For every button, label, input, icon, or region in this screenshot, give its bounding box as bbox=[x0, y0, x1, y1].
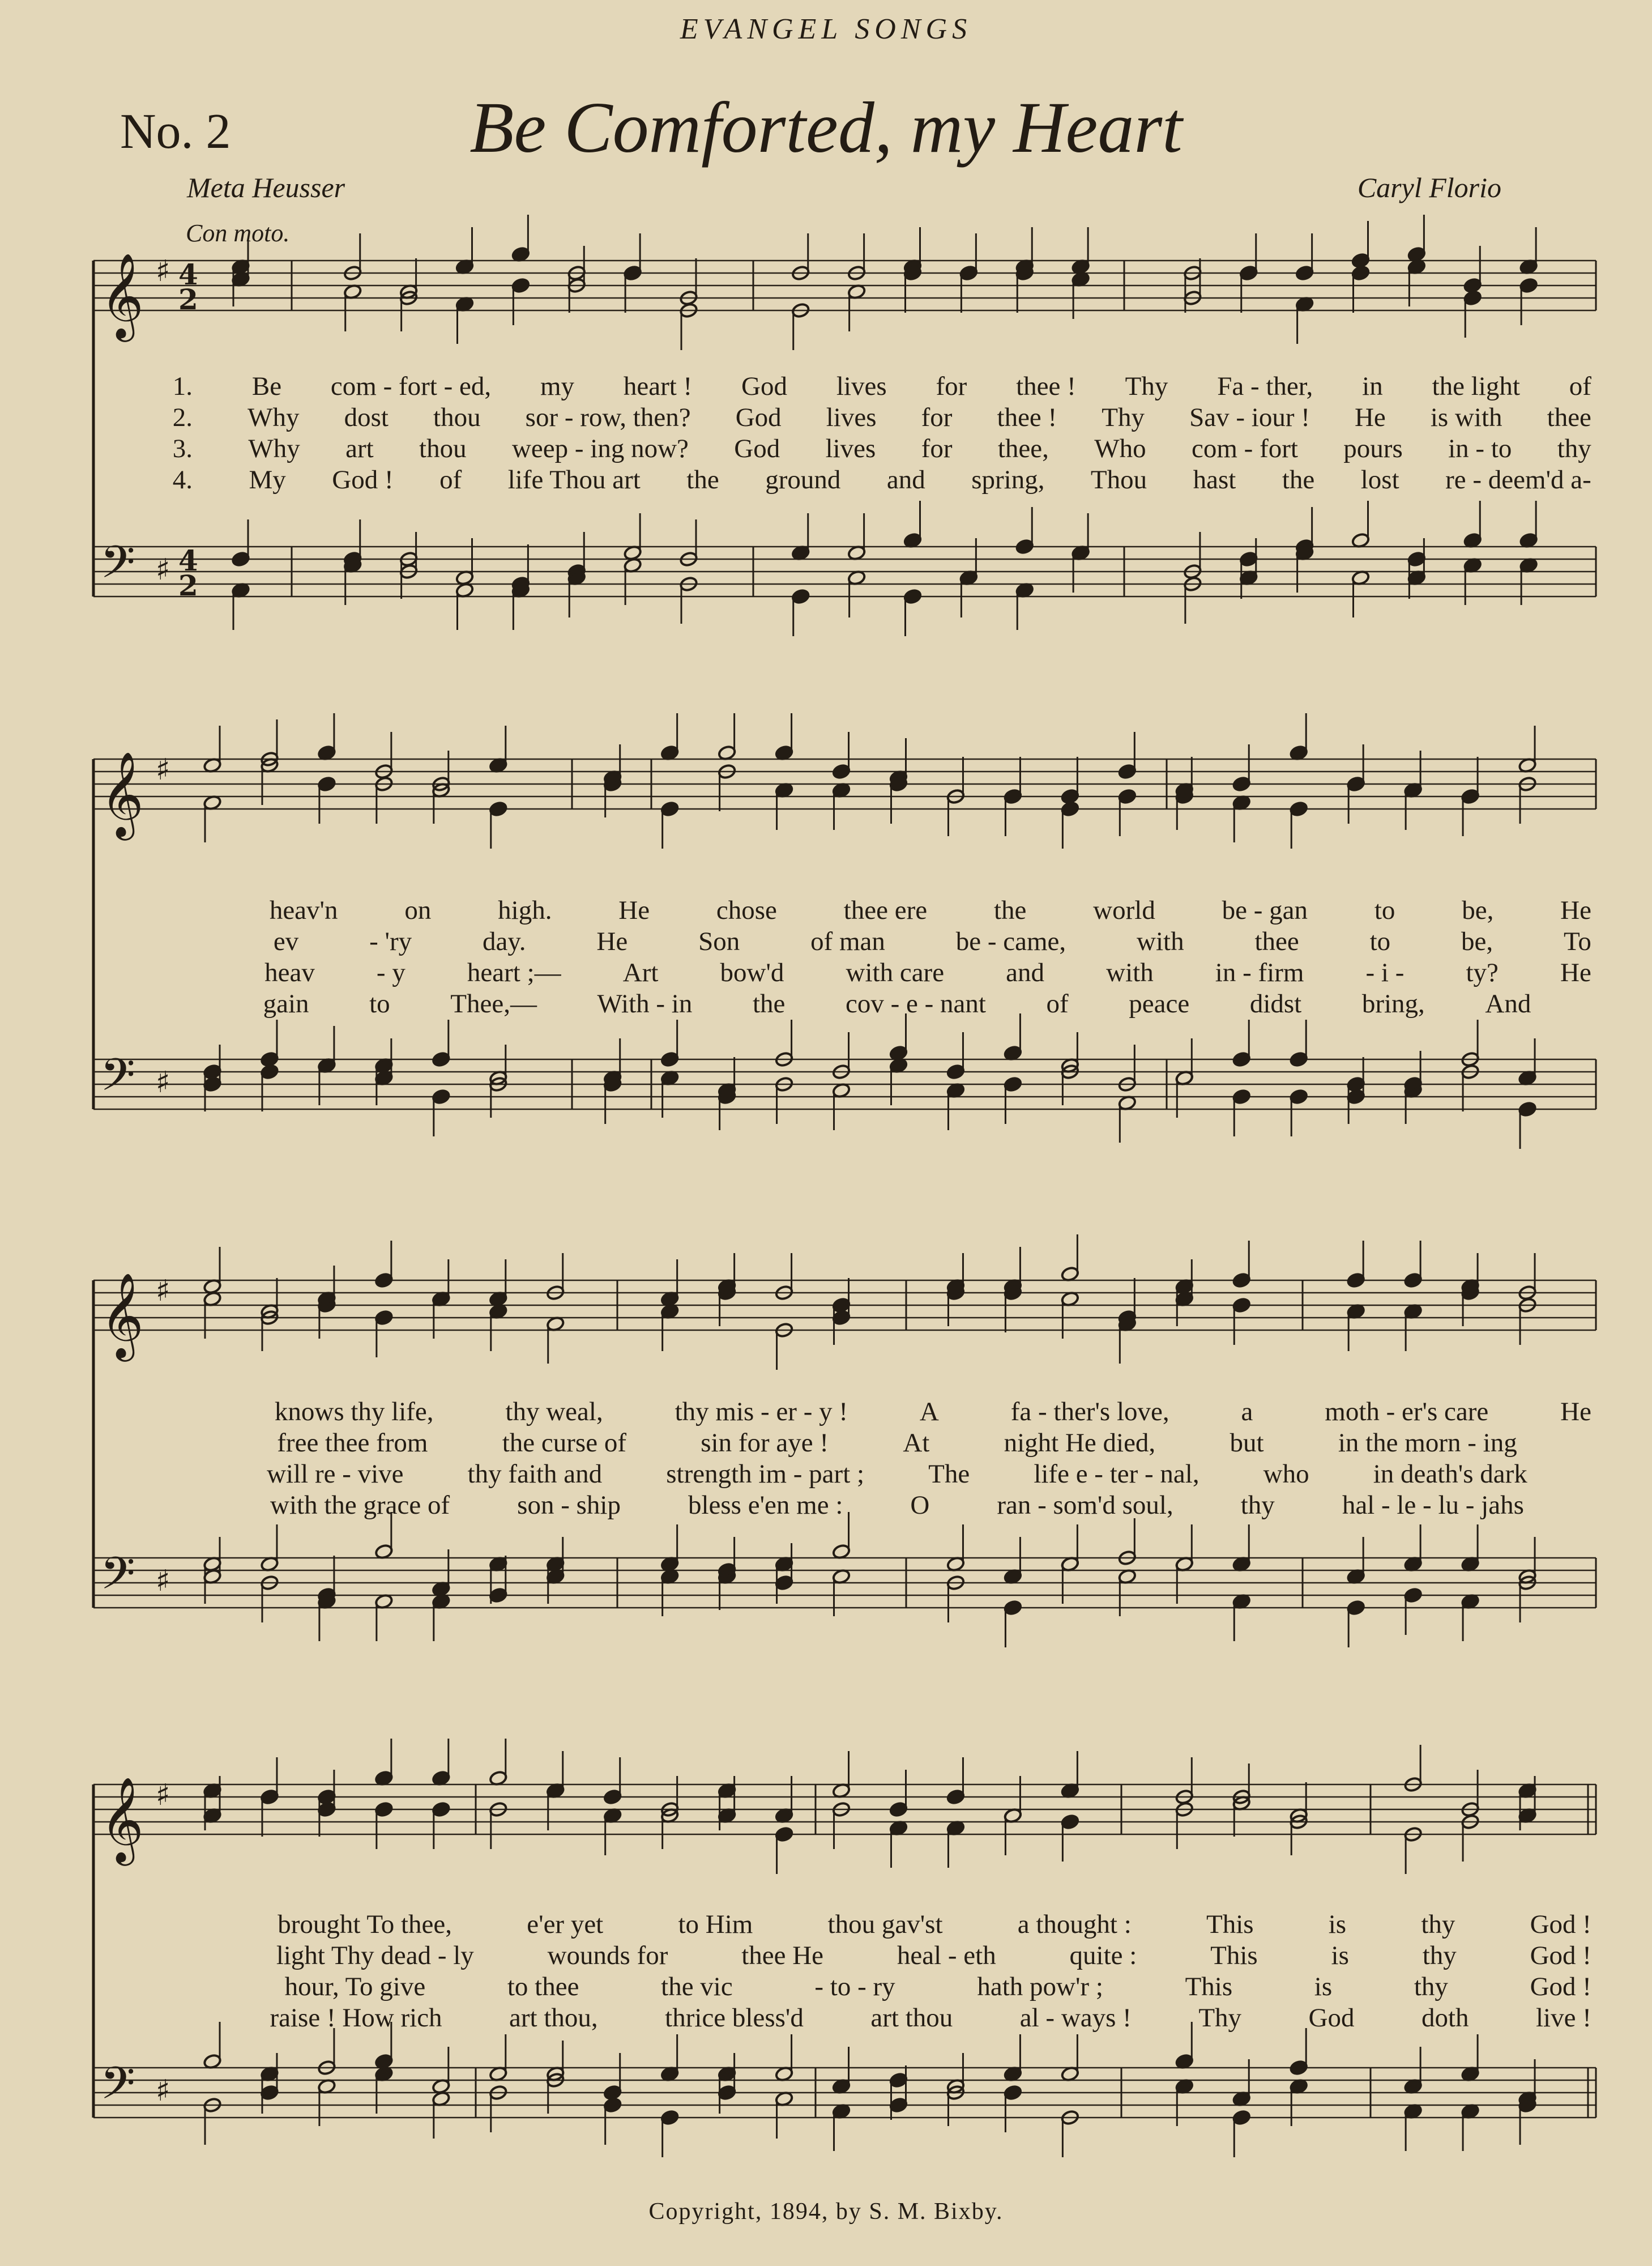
lyric-syllable: in - to bbox=[1448, 434, 1512, 463]
lyric-syllable: ev bbox=[273, 927, 299, 956]
lyric-syllable: thy bbox=[1557, 434, 1591, 463]
lyric-syllable: God bbox=[1308, 2003, 1355, 2033]
lyric-syllable: life Thou art bbox=[507, 465, 641, 495]
lyric-syllable: thee bbox=[1254, 927, 1299, 956]
sharp-icon: ♯ bbox=[156, 553, 170, 587]
lyric-syllable: al - ways ! bbox=[1019, 2003, 1132, 2033]
lyric-syllable: This bbox=[1210, 1941, 1258, 1970]
lyric-syllable: dost bbox=[344, 403, 389, 432]
bass-clef-icon: 𝄢 bbox=[100, 1547, 135, 1611]
lyric-syllable: art thou bbox=[870, 2003, 953, 2033]
lyric-syllable: Thy bbox=[1125, 372, 1168, 401]
lyric-syllable: Why bbox=[247, 403, 300, 432]
lyric-syllable: the bbox=[1282, 465, 1315, 495]
lyric-syllable: brought To thee, bbox=[278, 1910, 453, 1939]
lyric-syllable: my bbox=[540, 372, 575, 401]
lyric-syllable: art bbox=[345, 434, 374, 463]
lyric-syllable: lives bbox=[836, 372, 887, 401]
lyric-syllable: with care bbox=[846, 958, 945, 987]
sharp-icon: ♯ bbox=[156, 1066, 170, 1100]
lyric-syllable: thee ere bbox=[843, 896, 928, 925]
lyric-syllable: with bbox=[1106, 958, 1154, 987]
verse-line bbox=[153, 1971, 1591, 2003]
lyric-syllable: of man bbox=[810, 927, 885, 956]
lyric-syllable: e'er yet bbox=[527, 1910, 604, 1939]
lyric-syllable: lost bbox=[1360, 465, 1399, 495]
lyric-syllable: the light bbox=[1432, 372, 1520, 401]
lyric-syllable: heart ! bbox=[623, 372, 693, 401]
lyric-syllable: the vic bbox=[661, 1972, 733, 2001]
time-signature-top: 4 bbox=[178, 544, 198, 577]
lyric-syllable: wounds for bbox=[547, 1941, 668, 1970]
verse-line bbox=[153, 433, 1591, 465]
author-credit: Meta Heusser bbox=[187, 172, 345, 203]
lyric-syllable: is bbox=[1328, 1910, 1347, 1939]
lyric-syllable: - i - bbox=[1365, 958, 1405, 987]
lyric-syllable: He bbox=[618, 896, 650, 925]
lyric-syllable: but bbox=[1230, 1428, 1264, 1458]
verse-line bbox=[153, 895, 1591, 927]
lyric-syllable: - 'ry bbox=[369, 927, 412, 956]
lyric-syllable: bow'd bbox=[720, 958, 784, 987]
lyric-syllable: ran - som'd soul, bbox=[997, 1490, 1173, 1520]
lyric-syllable: hath pow'r ; bbox=[977, 1972, 1103, 2001]
lyric-syllable: thou bbox=[419, 434, 467, 463]
lyric-syllable: Why bbox=[248, 434, 300, 463]
lyric-syllable: A bbox=[919, 1397, 939, 1426]
lyric-syllable: pours bbox=[1343, 434, 1403, 463]
lyric-syllable: The bbox=[928, 1459, 970, 1489]
lyric-syllable: be - came, bbox=[955, 927, 1066, 956]
lyric-syllable: Thou bbox=[1090, 465, 1147, 495]
lyric-syllable: art thou, bbox=[509, 2003, 598, 2033]
lyric-syllable: on bbox=[404, 896, 432, 925]
verse-line bbox=[153, 1428, 1591, 1459]
lyric-syllable: the bbox=[993, 896, 1027, 925]
lyric-syllable: life e - ter - nal, bbox=[1034, 1459, 1199, 1489]
composer-credit: Caryl Florio bbox=[1357, 172, 1501, 203]
lyric-syllable: ground bbox=[765, 465, 841, 495]
lyric-syllable: cov - e - nant bbox=[845, 989, 986, 1019]
lyric-syllable: sin for aye ! bbox=[701, 1428, 829, 1458]
lyric-syllable: to bbox=[1369, 927, 1391, 956]
lyric-syllable: for bbox=[921, 403, 953, 432]
lyric-syllable: didst bbox=[1249, 989, 1302, 1019]
lyric-syllable: and bbox=[886, 465, 925, 495]
lyric-syllable: of bbox=[439, 465, 462, 495]
lyric-syllable: thee, bbox=[997, 434, 1049, 463]
lyric-syllable: Who bbox=[1094, 434, 1146, 463]
lyric-syllable: And bbox=[1485, 989, 1531, 1019]
verse-line bbox=[153, 371, 1591, 403]
lyric-syllable: in - firm bbox=[1215, 958, 1304, 987]
lyric-syllable: lives bbox=[825, 434, 876, 463]
lyric-syllable: heal - eth bbox=[897, 1941, 996, 1970]
tempo-marking: Con moto. bbox=[186, 219, 290, 247]
lyric-syllable: He bbox=[1560, 896, 1591, 925]
running-head: EVANGEL SONGS bbox=[680, 13, 972, 45]
lyric-syllable: He bbox=[1354, 403, 1386, 432]
sharp-icon: ♯ bbox=[156, 2074, 170, 2108]
lyric-syllable: gain bbox=[263, 989, 309, 1019]
lyric-syllable: heart ;— bbox=[467, 958, 561, 987]
lyric-syllable: to Him bbox=[678, 1910, 753, 1939]
bass-clef-icon: 𝄢 bbox=[100, 536, 135, 599]
lyric-syllable: for bbox=[936, 372, 967, 401]
sharp-icon: ♯ bbox=[156, 254, 170, 288]
time-signature-bottom: 2 bbox=[178, 283, 198, 316]
lyric-syllable: hast bbox=[1193, 465, 1236, 495]
hymn-number: No. 2 bbox=[120, 104, 231, 159]
lyric-syllable: will re - vive bbox=[267, 1459, 404, 1489]
lyric-syllable: lives bbox=[826, 403, 877, 432]
lyric-syllable: be, bbox=[1462, 896, 1494, 925]
lyric-syllable: God bbox=[741, 372, 787, 401]
time-signature-bottom: 2 bbox=[178, 569, 198, 602]
lyric-syllable: To bbox=[1564, 927, 1591, 956]
lyric-syllable: with the grace of bbox=[270, 1490, 450, 1520]
sharp-icon: ♯ bbox=[156, 1564, 170, 1598]
lyric-syllable: the bbox=[686, 465, 719, 495]
lyric-syllable: God bbox=[735, 403, 782, 432]
lyric-syllable: thy weal, bbox=[505, 1397, 603, 1426]
lyric-syllable: thy faith and bbox=[467, 1459, 603, 1489]
lyric-syllable: thee ! bbox=[997, 403, 1057, 432]
verse-number: 1. bbox=[172, 372, 193, 401]
lyric-syllable: to bbox=[369, 989, 390, 1019]
lyric-syllable: to bbox=[1374, 896, 1395, 925]
lyric-syllable: hal - le - lu - jahs bbox=[1342, 1490, 1524, 1520]
lyric-syllable: God ! bbox=[1530, 1941, 1591, 1970]
verse-line bbox=[153, 2003, 1591, 2034]
lyric-syllable: hour, To give bbox=[284, 1972, 426, 2001]
lyric-syllable: fa - ther's love, bbox=[1010, 1397, 1169, 1426]
lyric-syllable: heav bbox=[264, 958, 315, 987]
lyric-syllable: Be bbox=[251, 372, 282, 401]
lyric-syllable: live ! bbox=[1536, 2003, 1591, 2033]
lyric-syllable: God bbox=[734, 434, 780, 463]
lyric-syllable: My bbox=[249, 465, 286, 495]
lyric-syllable: thy mis - er - y ! bbox=[675, 1397, 848, 1426]
treble-clef-icon: 𝄞 bbox=[100, 1776, 144, 1862]
verse-number: 2. bbox=[172, 403, 193, 432]
lyric-syllable: He bbox=[1560, 958, 1591, 987]
verse-number: 3. bbox=[172, 434, 193, 463]
lyric-syllable: chose bbox=[716, 896, 777, 925]
lyric-syllable: for bbox=[921, 434, 953, 463]
lyric-syllable: to thee bbox=[507, 1972, 579, 2001]
lyric-syllable: bring, bbox=[1361, 989, 1425, 1019]
lyric-syllable: God ! bbox=[1530, 1972, 1591, 2001]
lyric-syllable: com - fort - ed, bbox=[330, 372, 492, 401]
lyric-syllable: thy bbox=[1414, 1972, 1448, 2001]
lyric-syllable: thy bbox=[1240, 1490, 1275, 1520]
lyric-syllable: God ! bbox=[1530, 1910, 1591, 1939]
lyric-syllable: thee ! bbox=[1016, 372, 1076, 401]
lyric-syllable: and bbox=[1006, 958, 1045, 987]
lyric-syllable: thee He bbox=[741, 1941, 824, 1970]
lyric-syllable: a thought : bbox=[1017, 1910, 1132, 1939]
lyric-syllable: high. bbox=[498, 896, 552, 925]
lyric-syllable: the bbox=[752, 989, 786, 1019]
sharp-icon: ♯ bbox=[156, 1778, 170, 1812]
verse-number: 4. bbox=[172, 465, 193, 495]
verse-line bbox=[153, 1909, 1591, 1941]
lyric-syllable: Thee,— bbox=[450, 989, 537, 1019]
lyric-syllable: is with bbox=[1430, 403, 1502, 432]
treble-clef-icon: 𝄞 bbox=[100, 1272, 144, 1358]
lyric-syllable: Thy bbox=[1102, 403, 1145, 432]
lyric-syllable: spring, bbox=[971, 465, 1045, 495]
lyric-syllable: He bbox=[1560, 1397, 1591, 1426]
lyric-syllable: knows thy life, bbox=[274, 1397, 434, 1426]
lyric-syllable: At bbox=[903, 1428, 930, 1458]
lyric-syllable: thy bbox=[1422, 1941, 1457, 1970]
verse-line bbox=[153, 1490, 1591, 1522]
bass-clef-icon: 𝄢 bbox=[100, 1049, 135, 1112]
verse-line bbox=[153, 1459, 1591, 1490]
lyric-syllable: quite : bbox=[1069, 1941, 1137, 1970]
copyright-notice: Copyright, 1894, by S. M. Bixby. bbox=[648, 2199, 1004, 2225]
lyric-syllable: in death's dark bbox=[1373, 1459, 1527, 1489]
lyric-syllable: thee bbox=[1547, 403, 1591, 432]
lyric-syllable: sor - row, then? bbox=[525, 403, 691, 432]
lyric-syllable: heav'n bbox=[269, 896, 338, 925]
lyric-syllable: com - fort bbox=[1192, 434, 1298, 463]
lyric-syllable: thou gav'st bbox=[827, 1910, 943, 1939]
lyric-syllable: Art bbox=[622, 958, 659, 987]
hymn-title: Be Comforted, my Heart bbox=[469, 87, 1183, 168]
lyric-syllable: is bbox=[1331, 1941, 1349, 1970]
sharp-icon: ♯ bbox=[156, 1274, 170, 1308]
lyric-syllable: light Thy dead - ly bbox=[276, 1941, 474, 1970]
verse-line bbox=[153, 1940, 1591, 1972]
lyric-syllable: raise ! How rich bbox=[270, 2003, 442, 2033]
lyric-syllable: Fa - ther, bbox=[1217, 372, 1313, 401]
lyric-syllable: With - in bbox=[597, 989, 693, 1019]
lyric-syllable: the curse of bbox=[502, 1428, 626, 1458]
verse-line bbox=[153, 957, 1591, 989]
lyric-syllable: who bbox=[1263, 1459, 1309, 1489]
lyric-syllable: doth bbox=[1421, 2003, 1469, 2033]
lyric-syllable: thy bbox=[1421, 1910, 1455, 1939]
lyric-syllable: son - ship bbox=[517, 1490, 621, 1520]
verse-line bbox=[153, 465, 1591, 496]
lyric-syllable: moth - er's care bbox=[1325, 1397, 1489, 1426]
lyric-syllable: peace bbox=[1129, 989, 1190, 1019]
lyric-syllable: world bbox=[1093, 896, 1155, 925]
lyric-syllable: This bbox=[1185, 1972, 1233, 2001]
verse-line bbox=[153, 1396, 1591, 1428]
bass-clef-icon: 𝄢 bbox=[100, 2057, 135, 2120]
lyric-syllable: ty? bbox=[1466, 958, 1499, 987]
treble-clef-icon: 𝄞 bbox=[100, 252, 144, 338]
lyric-syllable: a bbox=[1241, 1397, 1253, 1426]
lyric-syllable: of bbox=[1046, 989, 1069, 1019]
lyric-syllable: is bbox=[1314, 1972, 1333, 2001]
lyric-syllable: thou bbox=[433, 403, 481, 432]
lyric-syllable: be - gan bbox=[1222, 896, 1308, 925]
lyric-syllable: in the morn - ing bbox=[1338, 1428, 1517, 1458]
time-signature-top: 4 bbox=[178, 258, 198, 291]
verse-line bbox=[153, 926, 1591, 958]
lyric-syllable: re - deem'd a- bbox=[1445, 465, 1591, 495]
treble-clef-icon: 𝄞 bbox=[100, 751, 144, 837]
lyric-syllable: night He died, bbox=[1004, 1428, 1156, 1458]
lyric-syllable: day. bbox=[482, 927, 526, 956]
lyric-syllable: Thy bbox=[1198, 2003, 1242, 2033]
verse-line bbox=[153, 402, 1591, 434]
lyric-syllable: - to - ry bbox=[814, 1972, 895, 2001]
lyric-syllable: He bbox=[596, 927, 628, 956]
sharp-icon: ♯ bbox=[156, 753, 170, 787]
lyric-syllable: in bbox=[1362, 372, 1383, 401]
lyric-syllable: This bbox=[1206, 1910, 1254, 1939]
lyric-syllable: O bbox=[910, 1490, 930, 1520]
lyric-syllable: free thee from bbox=[277, 1428, 428, 1458]
lyric-syllable: God ! bbox=[332, 465, 394, 495]
lyric-syllable: Sav - iour ! bbox=[1189, 403, 1310, 432]
lyric-syllable: Son bbox=[698, 927, 740, 956]
verse-line bbox=[153, 989, 1591, 1020]
lyric-syllable: - y bbox=[376, 958, 405, 987]
lyric-syllable: with bbox=[1137, 927, 1184, 956]
lyric-syllable: thrice bless'd bbox=[665, 2003, 804, 2033]
lyric-syllable: weep - ing now? bbox=[511, 434, 689, 463]
lyric-syllable: of bbox=[1569, 372, 1591, 401]
lyric-syllable: be, bbox=[1461, 927, 1493, 956]
lyric-syllable: strength im - part ; bbox=[666, 1459, 865, 1489]
lyric-syllable: bless e'en me : bbox=[688, 1490, 843, 1520]
